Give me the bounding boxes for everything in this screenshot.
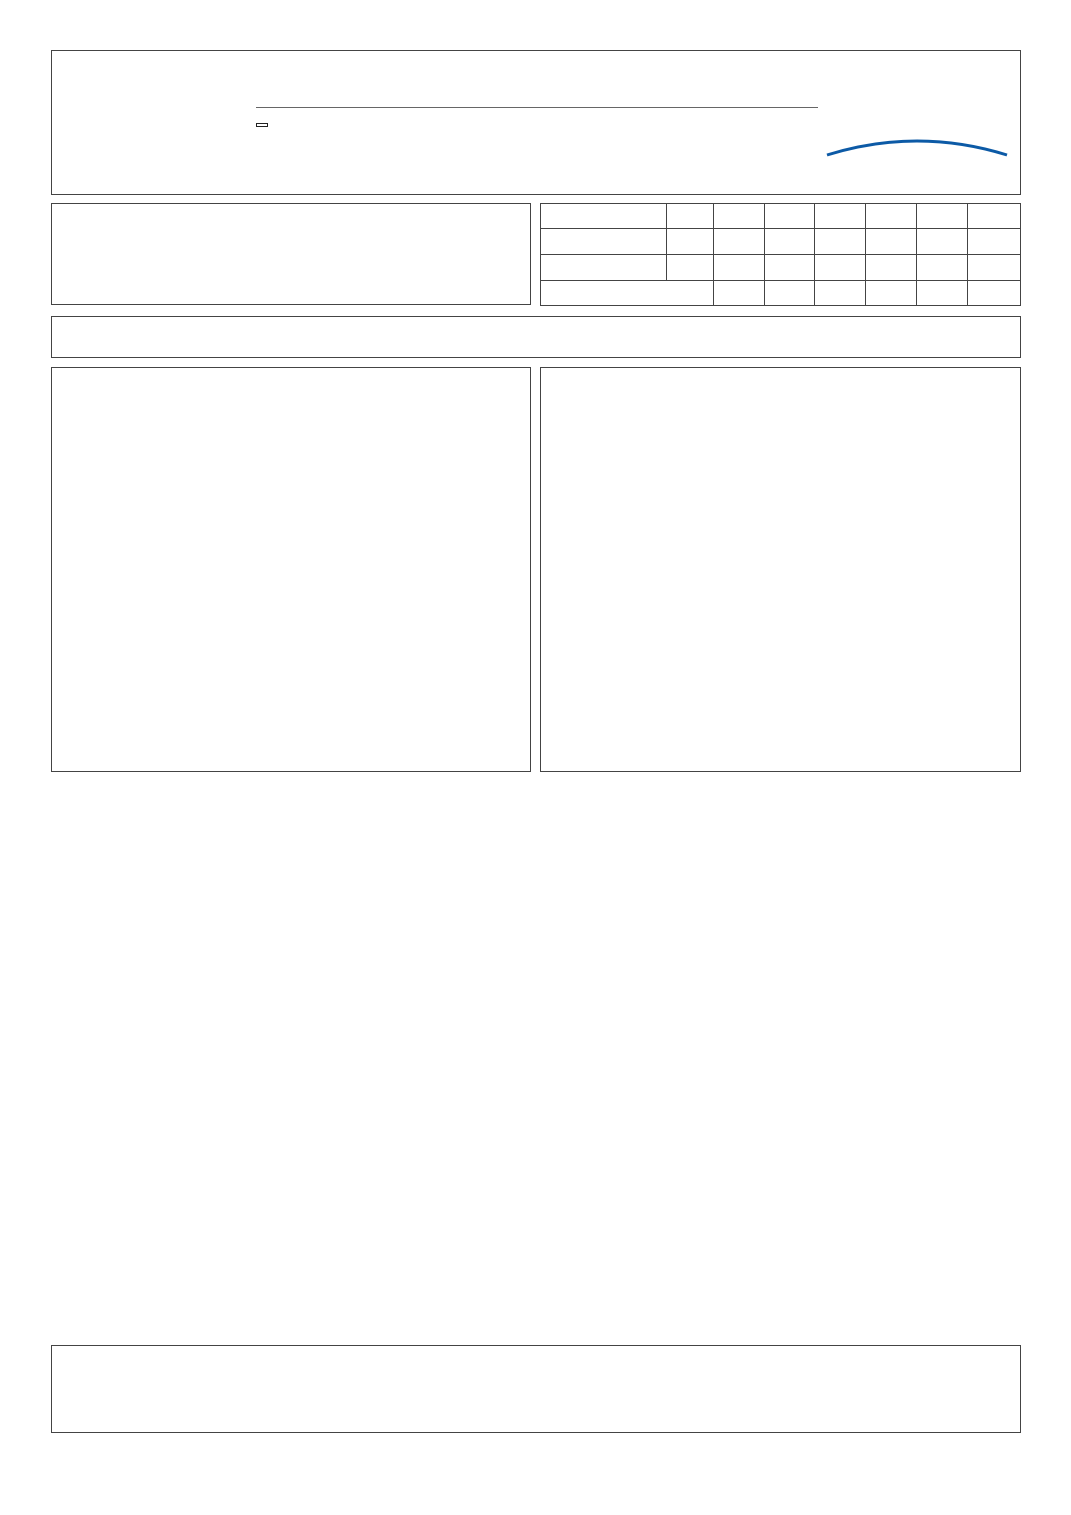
set-score <box>713 229 764 255</box>
scoreboard-header <box>541 204 1021 229</box>
referees-box <box>51 316 1021 358</box>
roster-ita <box>540 367 1021 772</box>
teams-header <box>541 204 667 229</box>
fivb-logo <box>822 87 1012 159</box>
set-score <box>764 229 815 255</box>
sponsor-banner <box>51 1345 1021 1433</box>
match-info <box>51 203 531 305</box>
total-score <box>968 229 1021 255</box>
duration-total <box>968 281 1021 306</box>
set-score <box>815 229 866 255</box>
sets-won <box>666 255 713 281</box>
set-score <box>866 229 917 255</box>
duration-label <box>541 281 714 306</box>
doc-code-badge <box>256 123 268 127</box>
set3-header <box>815 204 866 229</box>
set-duration <box>764 281 815 306</box>
roster-ger <box>51 367 531 772</box>
set-score <box>713 255 764 281</box>
vnl-logo <box>74 103 244 147</box>
total-score <box>968 255 1021 281</box>
set-duration <box>815 281 866 306</box>
report-header <box>51 50 1021 195</box>
set-score <box>917 255 968 281</box>
duration-row <box>541 281 1021 306</box>
team-code <box>541 255 667 281</box>
score-row-ita <box>541 255 1021 281</box>
set1-header <box>713 204 764 229</box>
set-duration <box>866 281 917 306</box>
set4-header <box>866 204 917 229</box>
set5-header <box>917 204 968 229</box>
score-row-ger <box>541 229 1021 255</box>
set-score <box>866 255 917 281</box>
title-rule <box>256 107 818 108</box>
set2-header <box>764 204 815 229</box>
set-duration <box>713 281 764 306</box>
set-duration <box>917 281 968 306</box>
total-header <box>968 204 1021 229</box>
sets-won <box>666 229 713 255</box>
set-score <box>764 255 815 281</box>
set-score <box>815 255 866 281</box>
team-code <box>541 229 667 255</box>
scoreboard <box>540 203 1021 305</box>
sets-header <box>666 204 713 229</box>
set-score <box>917 229 968 255</box>
